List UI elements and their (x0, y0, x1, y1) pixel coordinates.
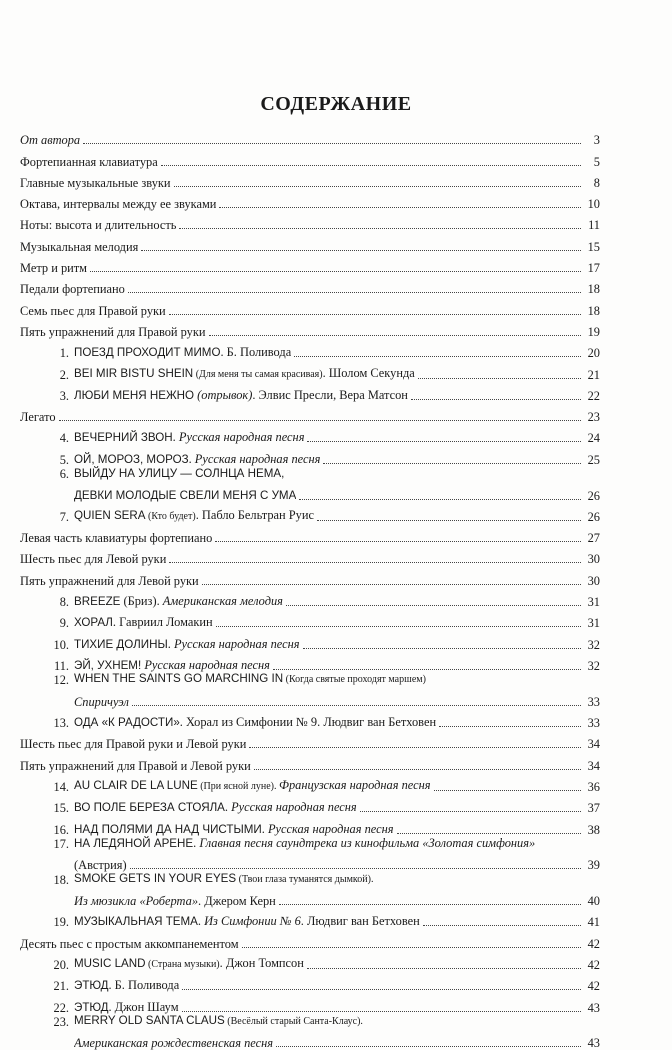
dot-leader (303, 648, 581, 649)
toc-entry-text: (Когда святые проходят маршем) (283, 674, 426, 686)
toc-page-number: 43 (587, 1036, 600, 1050)
dot-leader (254, 769, 581, 770)
toc-entry-text: (Страна музыки) (145, 958, 220, 970)
toc-entry-number: 22. (53, 1000, 69, 1015)
toc-entry (20, 318, 600, 339)
toc-entry-text: . (172, 430, 179, 445)
toc-page-number: 24 (587, 431, 600, 446)
toc-entry-title (20, 574, 199, 588)
toc-page-number: 42 (587, 936, 600, 951)
toc-entry (20, 794, 600, 815)
toc-entry (20, 652, 600, 673)
toc-entry-text: AU CLAIR DE LA LUNE (74, 778, 198, 792)
dot-leader (141, 250, 581, 251)
toc-page-number: 39 (587, 858, 600, 873)
toc-entry (20, 424, 600, 445)
toc-entry-text: Пять упражнений для Правой и Левой руки (20, 758, 251, 773)
toc-page-number: 17 (587, 261, 600, 276)
dot-leader (169, 562, 581, 563)
toc-page-number: 34 (587, 737, 600, 752)
toc-entry-title (74, 822, 394, 837)
toc-page-number: 11 (588, 218, 600, 233)
dot-leader (215, 541, 581, 542)
toc-entry-title (74, 1036, 273, 1050)
toc-entry-text: . (167, 636, 174, 651)
toc-entry (20, 837, 600, 852)
toc-entry-text: (При ясной луне). (197, 780, 279, 792)
toc-entry-number: 18. (53, 872, 69, 887)
dot-leader (174, 186, 581, 187)
toc-entry-text: . Пабло Бельтран Руис (195, 507, 314, 522)
toc-entry-title (74, 488, 296, 503)
toc-entry (20, 630, 600, 651)
toc-entry (20, 730, 600, 751)
toc-entry-number: 1. (59, 346, 69, 361)
toc-entry-number: 16. (53, 822, 69, 837)
toc-entry-text: . Б. Поливода (220, 345, 292, 360)
toc-entry (20, 908, 600, 929)
toc-entry (20, 275, 600, 296)
toc-entry-text: . Гавриил Ломакин (112, 615, 213, 630)
toc-entry-title (74, 978, 179, 993)
toc-entry-text: ЛЮБИ МЕНЯ НЕЖНО (74, 388, 195, 402)
toc-page-number: 30 (587, 573, 600, 588)
toc-entry-text: Шесть пьес для Левой руки (20, 552, 167, 567)
toc-entry-text: НА ЛЕДЯНОЙ АРЕНЕ (74, 837, 194, 850)
toc-entry (20, 403, 600, 424)
toc-entry-title (74, 956, 304, 972)
toc-page-number: 38 (587, 822, 600, 837)
toc-entry (20, 872, 600, 887)
toc-entry-number: 17. (53, 837, 69, 851)
toc-entry-number: 13. (53, 716, 69, 731)
toc-entry-title (74, 778, 431, 794)
dot-leader (132, 705, 581, 706)
toc-page-number: 10 (587, 197, 600, 212)
toc-entry-text: Октава, интервалы между ее звуками (20, 197, 217, 212)
toc-entry-text: ЭТЮД (74, 979, 109, 993)
toc-entry (20, 360, 600, 381)
toc-page-number: 5 (593, 154, 600, 169)
toc-entry-text: Педали фортепиано (20, 282, 125, 297)
toc-entry-number: 9. (59, 616, 69, 631)
toc-entry-text: . (188, 451, 195, 466)
toc-entry-text: ЭТЮД (74, 1000, 109, 1014)
toc-entry-title (74, 914, 420, 929)
table-of-contents (20, 126, 600, 1050)
toc-entry-text: Американская мелодия (162, 594, 283, 609)
dot-leader (307, 441, 581, 442)
toc-entry (20, 851, 600, 872)
toc-page-number: 19 (587, 324, 600, 339)
toc-entry-title (20, 410, 56, 424)
toc-entry-number: 7. (59, 509, 69, 524)
toc-entry-title (74, 388, 408, 403)
toc-page-number: 3 (593, 133, 600, 148)
toc-page-number: 41 (587, 915, 600, 930)
toc-entry-title (20, 197, 216, 211)
toc-entry-text: . Джером Керн (198, 894, 276, 909)
toc-entry (20, 232, 600, 253)
toc-entry (20, 709, 600, 730)
toc-entry-number: 20. (53, 957, 69, 972)
toc-entry-text: ДЕВКИ МОЛОДЫЕ СВЕЛИ МЕНЯ С УМА (74, 488, 297, 502)
toc-entry (20, 296, 600, 317)
toc-entry-text: Из мюзикла «Роберта» (74, 894, 199, 909)
toc-entry-title (74, 466, 284, 481)
toc-entry-title (74, 508, 314, 524)
toc-entry-text: . Шолом Секунда (322, 365, 415, 380)
dot-leader (130, 868, 581, 869)
dot-leader (273, 669, 581, 670)
toc-entry-text: Пять упражнений для Левой руки (20, 573, 199, 588)
toc-entry-text: ЭЙ, УХНЕМ! (74, 658, 142, 672)
toc-page-number: 31 (587, 595, 600, 610)
toc-entry-text: . (224, 800, 232, 815)
toc-entry-number: 3. (59, 388, 69, 403)
toc-entry-text: Из Симфонии № 6 (204, 914, 301, 929)
toc-entry-text: Шесть пьес для Правой руки и Левой руки (20, 737, 247, 752)
toc-entry-title (20, 282, 125, 296)
dot-leader (202, 584, 581, 585)
toc-entry (20, 887, 600, 908)
toc-entry (20, 751, 600, 772)
toc-entry-text: Легато (20, 410, 56, 425)
toc-entry-number: 12. (53, 673, 69, 688)
dot-leader (242, 947, 581, 948)
toc-entry-number: 4. (59, 431, 69, 446)
toc-page-number: 43 (587, 1000, 600, 1015)
toc-entry-text: ОЙ, МОРОЗ, МОРОЗ (74, 452, 189, 466)
toc-entry-title (20, 759, 251, 773)
toc-page-number: 15 (587, 239, 600, 254)
toc-page-number: 33 (587, 716, 600, 731)
toc-entry-title (20, 531, 212, 545)
toc-entry-number: 15. (53, 801, 69, 816)
toc-entry-number: 8. (59, 595, 69, 610)
toc-entry-text: . Джон Томпсон (219, 955, 304, 970)
toc-entry-text: Фортепианная клавиатура (20, 154, 158, 169)
toc-entry-text: ПОЕЗД ПРОХОДИТ МИМО (74, 346, 221, 360)
toc-entry-title (74, 452, 320, 467)
dot-leader (161, 165, 581, 166)
toc-entry (20, 169, 600, 190)
dot-leader (59, 420, 581, 421)
toc-entry-text: . Элвис Пресли, Вера Матсон (252, 387, 408, 402)
toc-entry-text: . (197, 914, 205, 929)
toc-page-number: 26 (587, 509, 600, 524)
toc-entry (20, 190, 600, 211)
toc-entry-title (20, 176, 171, 190)
toc-entry-text: Французская народная песня (278, 777, 431, 792)
toc-entry-number: 2. (59, 367, 69, 382)
toc-entry (20, 773, 600, 794)
dot-leader (317, 520, 581, 521)
toc-entry (20, 929, 600, 950)
toc-entry-text: ВО ПОЛЕ БЕРЕЗА СТОЯЛА (74, 801, 225, 815)
toc-entry-text: (Весёлый старый Санта-Клаус). (224, 1016, 363, 1028)
toc-entry-text: Главная песня саундтрека из кинофильма «Золотая симфония» (199, 836, 536, 850)
dot-leader (294, 356, 581, 357)
toc-entry-text: ОДА «К РАДОСТИ» (74, 716, 180, 730)
toc-entry-title (74, 715, 436, 730)
dot-leader (179, 228, 581, 229)
toc-entry (20, 951, 600, 972)
toc-entry-title (20, 240, 138, 254)
dot-leader (411, 399, 581, 400)
toc-page-number: 25 (587, 452, 600, 467)
toc-entry-title (74, 615, 213, 630)
toc-entry-title (74, 430, 304, 445)
dot-leader (360, 811, 581, 812)
toc-entry-title (74, 894, 276, 908)
toc-entry-title (74, 671, 426, 687)
toc-entry-number: 10. (53, 637, 69, 652)
toc-entry-text: BEI MIR BISTU SHEIN (74, 366, 194, 380)
toc-entry-number: 11. (53, 658, 69, 673)
dot-leader (249, 747, 581, 748)
toc-page-number: 42 (587, 979, 600, 994)
toc-entry (20, 445, 600, 466)
toc-entry-title (74, 836, 535, 851)
toc-entry-text: Музыкальная мелодия (20, 239, 139, 254)
toc-entry-number: 21. (53, 979, 69, 994)
toc-entry-text: От автора (20, 133, 81, 148)
toc-entry-title (74, 1013, 363, 1029)
dot-leader (276, 1046, 581, 1047)
toc-entry-title (20, 155, 158, 169)
toc-entry (20, 673, 600, 688)
toc-entry-text: МУЗЫКАЛЬНАЯ ТЕМА (74, 915, 198, 929)
toc-page-number: 30 (587, 552, 600, 567)
toc-entry-title (20, 133, 80, 147)
toc-entry-number: 6. (59, 467, 69, 482)
toc-entry-text: . (261, 821, 268, 836)
toc-entry (20, 609, 600, 630)
toc-page-number: 31 (587, 616, 600, 631)
toc-entry-text: Американская рождественская песня (74, 1036, 274, 1050)
toc-page-number: 26 (587, 488, 600, 503)
toc-entry (20, 503, 600, 524)
toc-entry (20, 126, 600, 147)
toc-entry-text: Ноты: высота и длительность (20, 218, 177, 233)
toc-entry-text: . Хорал из Симфонии № 9. Людвиг ван Бетховен (179, 715, 437, 730)
toc-entry-text: . Б. Поливода (108, 978, 180, 993)
toc-entry (20, 467, 600, 482)
toc-entry-title (20, 552, 166, 566)
dot-leader (397, 833, 581, 834)
toc-entry (20, 1015, 600, 1030)
toc-entry-title (20, 325, 206, 339)
toc-entry-title (20, 304, 166, 318)
toc-entry-text: ХОРАЛ (74, 616, 113, 630)
dot-leader (418, 378, 581, 379)
toc-entry-title (20, 937, 239, 951)
toc-page-number: 32 (587, 637, 600, 652)
toc-entry (20, 588, 600, 609)
toc-entry-text: Русская народная песня (231, 800, 357, 815)
toc-entry (20, 545, 600, 566)
toc-entry (20, 815, 600, 836)
toc-entry-text: . Джон Шаум (108, 999, 179, 1014)
toc-entry-text: . (193, 836, 200, 850)
toc-entry-title (74, 345, 291, 360)
toc-entry-text: (Твои глаза туманятся дымкой). (236, 873, 374, 885)
toc-entry-text: ВЕЧЕРНИЙ ЗВОН (74, 431, 173, 445)
dot-leader (83, 143, 581, 144)
toc-entry-title (20, 737, 246, 751)
toc-entry-text: QUIEN SERA (74, 508, 146, 522)
toc-entry-title (20, 261, 87, 275)
toc-entry-title (74, 594, 283, 609)
dot-leader (219, 207, 581, 208)
toc-entry-text: (Для меня ты самая красивая) (193, 368, 323, 380)
toc-page-number: 18 (587, 282, 600, 297)
dot-leader (434, 790, 581, 791)
toc-entry (20, 382, 600, 403)
toc-entry-number: 5. (59, 452, 69, 467)
toc-entry (20, 524, 600, 545)
toc-entry-text: ВЫЙДУ НА УЛИЦУ — СОЛНЦА НЕМА, (74, 467, 285, 481)
dot-leader (209, 335, 581, 336)
dot-leader (299, 499, 581, 500)
toc-entry-text: Семь пьес для Правой руки (20, 303, 166, 318)
toc-entry-number: 23. (53, 1015, 69, 1030)
dot-leader (216, 626, 581, 627)
toc-page-number: 18 (587, 303, 600, 318)
toc-page-number: 21 (587, 367, 600, 382)
toc-entry (20, 339, 600, 360)
toc-entry-title (20, 218, 176, 232)
toc-entry-text: (Австрия) (74, 858, 127, 873)
dot-leader (90, 271, 581, 272)
toc-entry-title (74, 871, 373, 887)
dot-leader (279, 904, 581, 905)
toc-entry-text: MERRY OLD SANTA CLAUS (74, 1014, 225, 1028)
toc-entry-text: ТИХИЕ ДОЛИНЫ (74, 637, 168, 651)
toc-entry-text: Русская народная песня (267, 821, 394, 836)
toc-entry-text: Левая часть клавиатуры фортепиано (20, 531, 213, 546)
toc-page-number: 22 (587, 388, 600, 403)
toc-entry (20, 1029, 600, 1050)
toc-page-number: 27 (587, 531, 600, 546)
toc-entry (20, 687, 600, 708)
toc-entry-text: Русская народная песня (194, 451, 321, 466)
dot-leader (169, 314, 581, 315)
toc-page-number: 23 (587, 410, 600, 425)
toc-entry-text: MUSIC LAND (74, 956, 146, 970)
toc-entry-number: 14. (53, 779, 69, 794)
toc-entry-title (74, 637, 300, 652)
toc-entry-title (74, 800, 357, 815)
toc-entry-text: Главные музыкальные звуки (20, 175, 171, 190)
toc-entry-text: Русская народная песня (173, 636, 300, 651)
toc-entry (20, 147, 600, 168)
toc-entry-text: (отрывок) (194, 387, 253, 402)
toc-entry-text: (Бриз). (120, 594, 163, 609)
page-title: СОДЕРЖАНИЕ (260, 93, 412, 115)
toc-entry-text: BREEZE (74, 595, 121, 609)
dot-leader (286, 605, 581, 606)
dot-leader (128, 292, 581, 293)
toc-entry-text: Пять упражнений для Правой руки (20, 324, 206, 339)
toc-entry-text: Русская народная песня (178, 430, 305, 445)
toc-page-number: 36 (587, 779, 600, 794)
toc-page-number: 34 (587, 758, 600, 773)
toc-entry (20, 972, 600, 993)
toc-entry (20, 481, 600, 502)
toc-entry-text: . Людвиг ван Бетховен (300, 914, 420, 929)
dot-leader (423, 925, 581, 926)
toc-page-number: 40 (587, 894, 600, 909)
dot-leader (323, 463, 581, 464)
toc-entry (20, 993, 600, 1014)
dot-leader (307, 968, 581, 969)
toc-entry-number: 19. (53, 915, 69, 930)
toc-entry-text: (Кто будет) (145, 510, 196, 522)
toc-entry-text: SMOKE GETS IN YOUR EYES (74, 871, 237, 885)
toc-entry-text: Десять пьес с простым аккомпанементом (20, 936, 239, 951)
toc-page-number: 42 (587, 957, 600, 972)
dot-leader (439, 726, 581, 727)
toc-entry (20, 211, 600, 232)
toc-entry (20, 566, 600, 587)
dot-leader (182, 989, 581, 990)
toc-page-number: 33 (587, 694, 600, 709)
toc-entry-title (74, 695, 129, 709)
toc-entry-text: Метр и ритм (20, 261, 88, 276)
toc-entry-title (74, 366, 415, 382)
toc-entry-text: Русская народная песня (144, 657, 270, 672)
toc-page-number: 20 (587, 346, 600, 361)
dot-leader (182, 1011, 581, 1012)
toc-page-number: 32 (587, 658, 600, 673)
toc-page-number: 37 (587, 801, 600, 816)
toc-entry-text: WHEN THE SAINTS GO MARCHING IN (74, 672, 284, 686)
toc-entry (20, 254, 600, 275)
toc-page-number: 8 (593, 175, 600, 190)
toc-entry-text: Спиричуэл (74, 694, 129, 709)
toc-entry-text: НАД ПОЛЯМИ ДА НАД ЧИСТЫМИ (74, 822, 262, 836)
